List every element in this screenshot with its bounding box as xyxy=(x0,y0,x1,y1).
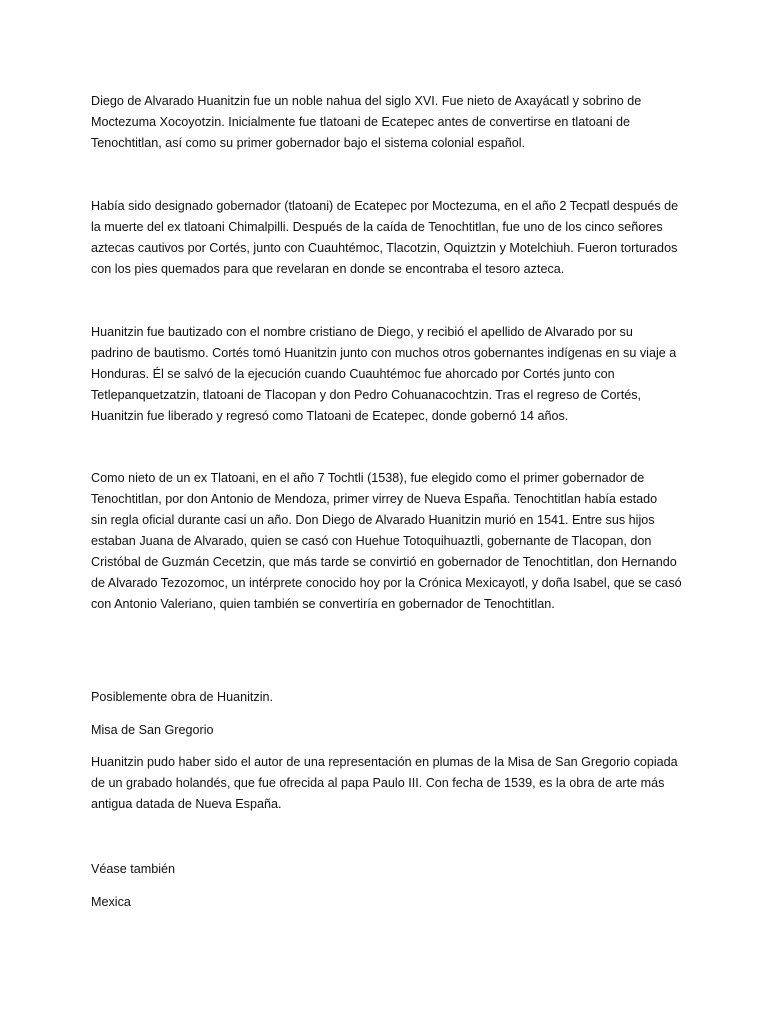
paragraph-intro xyxy=(91,91,691,154)
text-line: Diego de Alvarado Huanitzin fue un noble nahua del siglo XVI. Fue nieto de Axayácatl y sobrino de xyxy=(91,94,642,108)
text-line: Posiblemente obra de Huanitzin. xyxy=(91,690,274,704)
text-line: Moctezuma Xocoyotzin. Inicialmente fue tlatoani de Ecatepec antes de convertirse en tlatoani de xyxy=(91,115,631,129)
paragraph-tenochtitlan-governor xyxy=(91,468,691,615)
paragraph-baptism xyxy=(91,322,691,427)
text-line: con Antonio Valeriano, quien también se convertiría en gobernador de Tenochtitlan. xyxy=(91,597,555,611)
paragraph-misa-description xyxy=(91,752,691,815)
text-line: padrino de bautismo. Cortés tomó Huanitzin junto con muchos otros gobernantes indígenas en su viaje a xyxy=(91,346,677,360)
text-line: Huanitzin pudo haber sido el autor de una representación en plumas de la Misa de San Gregorio copiada xyxy=(91,755,678,769)
see-also-mexica xyxy=(91,892,691,913)
text-line: Véase también xyxy=(91,862,176,876)
text-line: de un grabado holandés, que fue ofrecida al papa Paulo III. Con fecha de 1539, es la obra de arte más xyxy=(91,776,665,790)
text-line: Huanitzin fue bautizado con el nombre cristiano de Diego, y recibió el apellido de Alvarado por su xyxy=(91,325,633,339)
text-line: Como nieto de un ex Tlatoani, en el año 7 Tochtli (1538), fue elegido como el primer gobernador de xyxy=(91,471,645,485)
text-line: Honduras. Él se salvó de la ejecución cuando Cuauhtémoc fue ahorcado por Cortés junto con xyxy=(91,367,615,381)
text-line: Tetlepanquetzatzin, tlatoani de Tlacopan y don Pedro Cohuanacochtzin. Tras el regreso de Cortés, xyxy=(91,388,642,402)
text-line: estaban Juana de Alvarado, quien se casó con Huehue Totoquihuaztli, gobernante de Tlacopan, don xyxy=(91,534,652,548)
text-line: con los pies quemados para que revelaran en donde se encontraba el tesoro azteca. xyxy=(91,262,565,276)
text-line: Misa de San Gregorio xyxy=(91,723,214,737)
text-line: Tenochtitlan, por don Antonio de Mendoza, primer virrey de Nueva España. Tenochtitlan había estado xyxy=(91,492,658,506)
text-line: Cristóbal de Guzmán Cecetzin, que más tarde se convirtió en gobernador de Tenochtitlan, don Hernando xyxy=(91,555,677,569)
heading-misa-san-gregorio xyxy=(91,720,691,741)
text-line: antigua datada de Nueva España. xyxy=(91,797,282,811)
text-line: sin regla oficial durante casi un año. Don Diego de Alvarado Huanitzin murió en 1541. Entre sus hijos xyxy=(91,513,655,527)
heading-see-also xyxy=(91,859,691,880)
text-line: aztecas cautivos por Cortés, junto con Cuauhtémoc, Tlacotzin, Oquiztzin y Motelchiuh. Fueron torturados xyxy=(91,241,678,255)
paragraph-governor-ecatepec xyxy=(91,196,691,280)
text-line: Tenochtitlan, así como su primer gobernador bajo el sistema colonial español. xyxy=(91,136,526,150)
text-line: Mexica xyxy=(91,895,131,909)
text-line: Huanitzin fue liberado y regresó como Tlatoani de Ecatepec, donde gobernó 14 años. xyxy=(91,409,569,423)
text-line: de Alvarado Tezozomoc, un intérprete conocido hoy por la Crónica Mexicayotl, y doña Isabel, que se casó xyxy=(91,576,682,590)
caption-possible-work xyxy=(91,687,691,708)
text-line: Había sido designado gobernador (tlatoani) de Ecatepec por Moctezuma, en el año 2 Tecpatl después de xyxy=(91,199,679,213)
text-line: la muerte del ex tlatoani Chimalpilli. Después de la caída de Tenochtitlan, fue uno de los cinco señores xyxy=(91,220,663,234)
